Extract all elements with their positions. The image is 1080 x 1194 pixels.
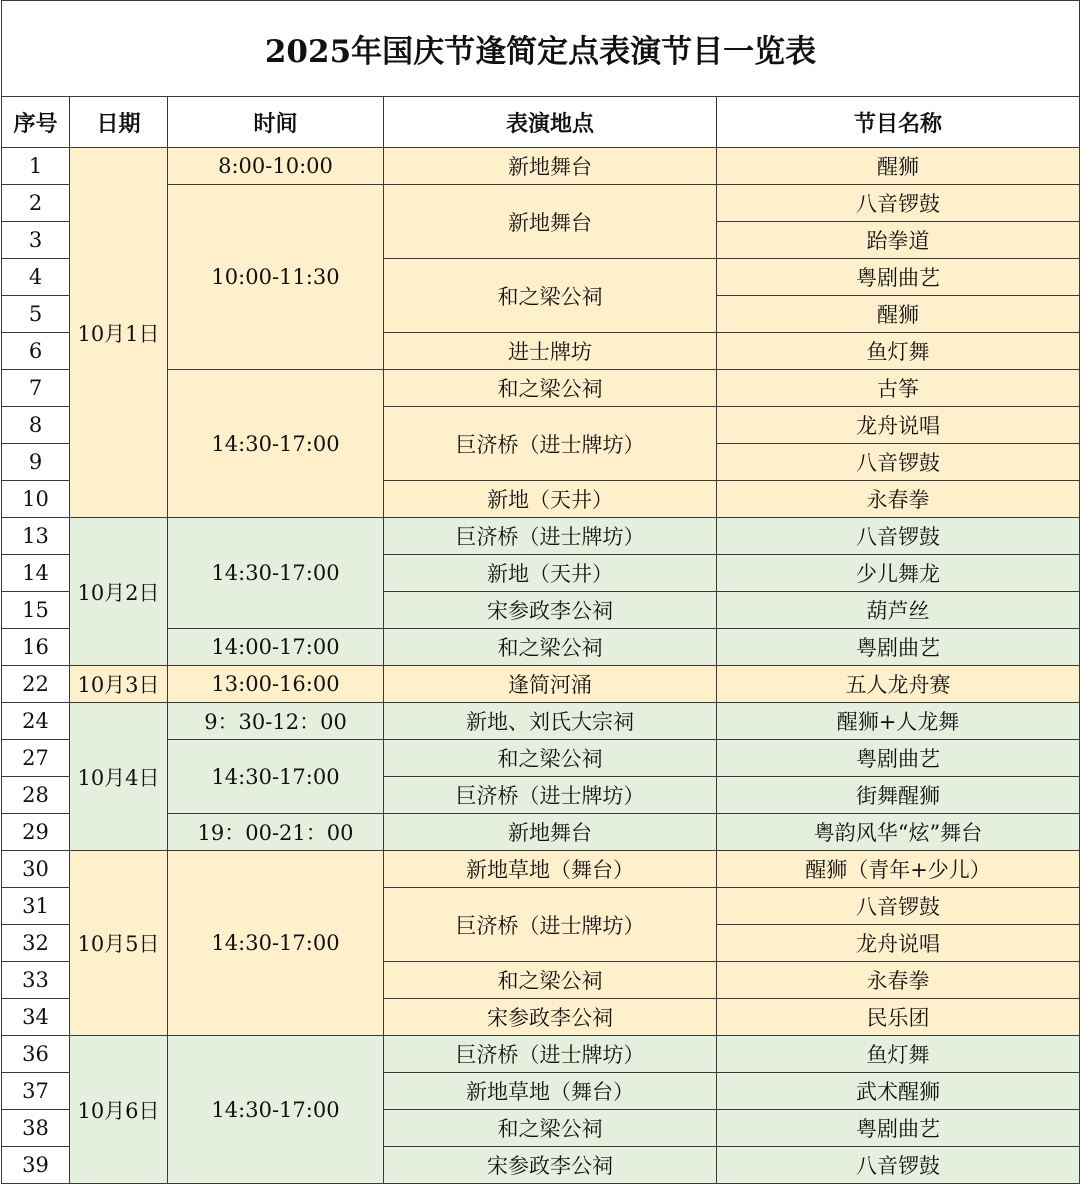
time-cell: 14:00-17:00 [168,629,384,666]
table-row [2,1036,1080,1073]
table-row [2,518,1080,555]
table-row [2,148,1080,185]
program-cell: 八音锣鼓 [717,444,1080,481]
index-cell: 7 [2,370,70,407]
program-cell: 粤剧曲艺 [717,259,1080,296]
time-cell: 14:30-17:00 [168,740,384,814]
program-cell: 八音锣鼓 [717,1147,1080,1184]
venue-cell: 新地舞台 [384,814,717,851]
program-cell: 醒狮+人龙舞 [717,703,1080,740]
venue-cell: 和之梁公祠 [384,629,717,666]
venue-cell: 新地、刘氏大宗祠 [384,703,717,740]
program-cell: 鱼灯舞 [717,333,1080,370]
venue-cell: 宋参政李公祠 [384,999,717,1036]
time-cell: 14:30-17:00 [168,851,384,1036]
index-cell: 22 [2,666,70,703]
venue-cell: 和之梁公祠 [384,259,717,333]
index-cell: 32 [2,925,70,962]
index-cell: 4 [2,259,70,296]
program-cell: 鱼灯舞 [717,1036,1080,1073]
venue-cell: 和之梁公祠 [384,370,717,407]
program-cell: 武术醒狮 [717,1073,1080,1110]
program-cell: 八音锣鼓 [717,888,1080,925]
time-cell: 19：00-21：00 [168,814,384,851]
program-cell: 醒狮 [717,296,1080,333]
program-cell: 古筝 [717,370,1080,407]
program-cell: 粤韵风华“炫”舞台 [717,814,1080,851]
program-cell: 五人龙舟赛 [717,666,1080,703]
program-cell: 醒狮（青年+少儿） [717,851,1080,888]
venue-cell: 新地舞台 [384,185,717,259]
index-cell: 33 [2,962,70,999]
index-cell: 16 [2,629,70,666]
venue-cell: 和之梁公祠 [384,740,717,777]
time-cell: 14:30-17:00 [168,370,384,518]
column-header-program: 节目名称 [717,97,1080,148]
index-cell: 39 [2,1147,70,1184]
table-row [2,703,1080,740]
date-cell: 10月4日 [70,703,168,851]
venue-cell: 和之梁公祠 [384,1110,717,1147]
time-cell: 9：30-12：00 [168,703,384,740]
program-cell: 民乐团 [717,999,1080,1036]
date-cell: 10月3日 [70,666,168,703]
index-cell: 13 [2,518,70,555]
column-header-time: 时间 [168,97,384,148]
index-cell: 28 [2,777,70,814]
program-cell: 醒狮 [717,148,1080,185]
index-cell: 36 [2,1036,70,1073]
program-cell: 葫芦丝 [717,592,1080,629]
venue-cell: 巨济桥（进士牌坊） [384,407,717,481]
header-row [2,97,1080,148]
venue-cell: 逢简河涌 [384,666,717,703]
column-header-date: 日期 [70,97,168,148]
column-header-index: 序号 [2,97,70,148]
page-title: 2025年国庆节逢简定点表演节目一览表 [2,1,1080,97]
venue-cell: 巨济桥（进士牌坊） [384,777,717,814]
time-cell: 8:00-10:00 [168,148,384,185]
table-row [2,666,1080,703]
program-cell: 龙舟说唱 [717,925,1080,962]
index-cell: 14 [2,555,70,592]
index-cell: 1 [2,148,70,185]
table-row [2,851,1080,888]
program-cell: 八音锣鼓 [717,185,1080,222]
time-cell: 10:00-11:30 [168,185,384,370]
index-cell: 15 [2,592,70,629]
time-cell: 14:30-17:00 [168,518,384,629]
date-cell: 10月1日 [70,148,168,518]
index-cell: 10 [2,481,70,518]
program-cell: 永春拳 [717,481,1080,518]
index-cell: 9 [2,444,70,481]
index-cell: 27 [2,740,70,777]
schedule-table [1,0,1080,1184]
index-cell: 8 [2,407,70,444]
program-cell: 街舞醒狮 [717,777,1080,814]
venue-cell: 新地草地（舞台） [384,851,717,888]
venue-cell: 巨济桥（进士牌坊） [384,518,717,555]
index-cell: 24 [2,703,70,740]
program-cell: 粤剧曲艺 [717,740,1080,777]
title-row [2,1,1080,97]
index-cell: 34 [2,999,70,1036]
index-cell: 5 [2,296,70,333]
venue-cell: 新地（天井） [384,481,717,518]
venue-cell: 新地（天井） [384,555,717,592]
venue-cell: 巨济桥（进士牌坊） [384,1036,717,1073]
date-cell: 10月5日 [70,851,168,1036]
venue-cell: 新地草地（舞台） [384,1073,717,1110]
venue-cell: 巨济桥（进士牌坊） [384,888,717,962]
index-cell: 37 [2,1073,70,1110]
time-cell: 14:30-17:00 [168,1036,384,1184]
program-cell: 永春拳 [717,962,1080,999]
program-cell: 粤剧曲艺 [717,1110,1080,1147]
index-cell: 29 [2,814,70,851]
date-cell: 10月6日 [70,1036,168,1184]
index-cell: 31 [2,888,70,925]
program-cell: 八音锣鼓 [717,518,1080,555]
column-header-venue: 表演地点 [384,97,717,148]
index-cell: 38 [2,1110,70,1147]
program-cell: 粤剧曲艺 [717,629,1080,666]
index-cell: 6 [2,333,70,370]
index-cell: 2 [2,185,70,222]
program-cell: 跆拳道 [717,222,1080,259]
venue-cell: 进士牌坊 [384,333,717,370]
index-cell: 3 [2,222,70,259]
venue-cell: 新地舞台 [384,148,717,185]
date-cell: 10月2日 [70,518,168,666]
program-cell: 龙舟说唱 [717,407,1080,444]
index-cell: 30 [2,851,70,888]
venue-cell: 宋参政李公祠 [384,592,717,629]
venue-cell: 宋参政李公祠 [384,1147,717,1184]
venue-cell: 和之梁公祠 [384,962,717,999]
program-cell: 少儿舞龙 [717,555,1080,592]
time-cell: 13:00-16:00 [168,666,384,703]
